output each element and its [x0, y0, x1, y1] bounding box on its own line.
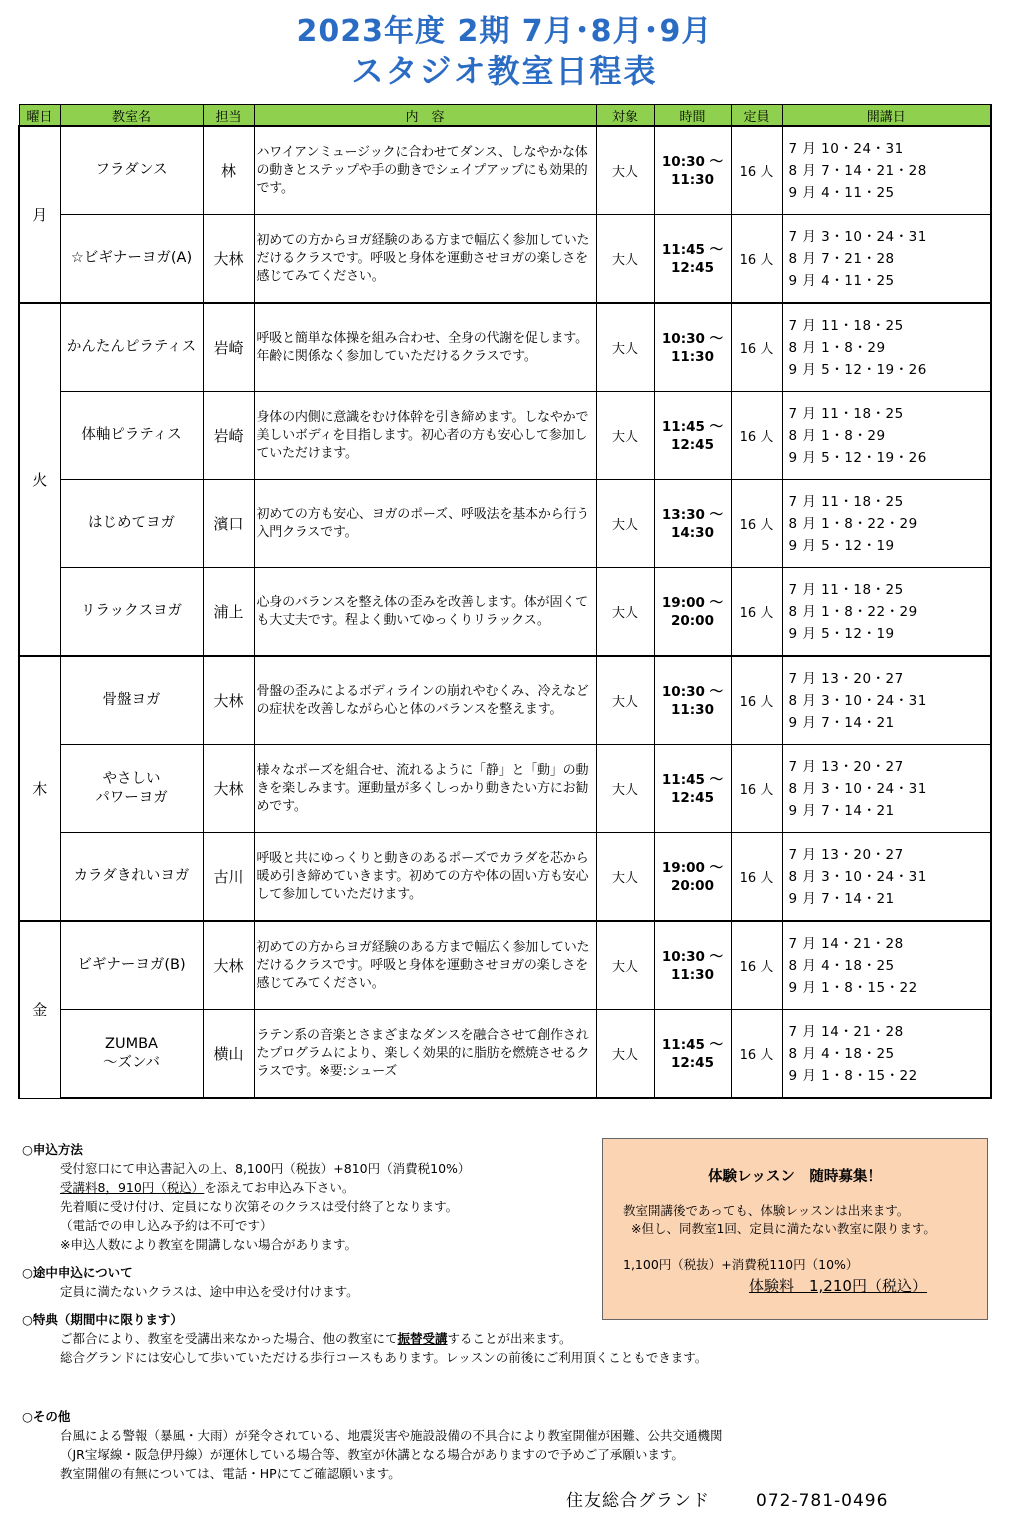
dates-cell [782, 656, 991, 745]
class-name-cell: ビギナーヨガ(B) [60, 921, 203, 1010]
target-cell: 大人 [596, 656, 654, 745]
benefit-section [22, 1310, 708, 1367]
teacher-cell: 大林 [203, 745, 254, 833]
teacher-cell: 林 [203, 126, 254, 215]
teacher-cell: 岩崎 [203, 303, 254, 392]
capacity-cell: 16 人 [731, 1010, 782, 1099]
date-line: 8 月 1・8・22・29 [788, 515, 918, 532]
time-cell: 11:45 ～ 12:45 [654, 745, 731, 833]
date-line: 7 月 11・18・25 [788, 405, 904, 422]
header-teacher: 担当 [203, 105, 254, 127]
table-row [19, 392, 991, 480]
table-row [19, 833, 991, 922]
table-row [19, 568, 991, 657]
benefit-title: ○特典（期間中に限ります） [22, 1312, 183, 1327]
date-line: 9 月 7・14・21 [788, 802, 895, 819]
content-cell: 初めての方からヨガ経験のある方まで幅広く参加していただけるクラスです。呼吸と身体を運動させヨガの楽しさを感じてみてください。 [254, 215, 596, 304]
date-line: 9 月 1・8・15・22 [788, 1067, 918, 1084]
dates-cell [782, 921, 991, 1010]
apply-line-2-rest: を添えてお申込み下さい。 [204, 1180, 355, 1195]
content-cell: 様々なポーズを組合せ、流れるように「静」と「動」の動きを楽しみます。運動量が多くしっかり動きたい方にお勧めです。 [254, 745, 596, 833]
capacity-cell: 16 人 [731, 568, 782, 657]
content-cell: 呼吸と簡単な体操を組み合わせ、全身の代謝を促します。年齢に関係なく参加していただけるクラスです。 [254, 303, 596, 392]
trial-lesson-title: 体験レッスン 随時募集！ [708, 1169, 882, 1185]
date-line: 9 月 5・12・19 [788, 537, 895, 554]
table-row [19, 303, 991, 392]
date-line: 9 月 7・14・21 [788, 714, 895, 731]
table-row [19, 126, 991, 215]
other-line-2: （JR宝塚線・阪急伊丹線）が運休している場合等、教室が休講となる場合がありますので予めご了承願います。 [60, 1447, 684, 1462]
time-cell: 10:30 ～ 11:30 [654, 656, 731, 745]
page-title-line2: スタジオ教室日程表 [351, 52, 658, 90]
dates-cell [782, 1010, 991, 1099]
content-cell: 心身のバランスを整え体の歪みを改善します。体が固くても大丈夫です。程よく動いてゆっくりリラックス。 [254, 568, 596, 657]
transfer-lesson: 振替受講 [397, 1331, 448, 1346]
time-cell: 11:45 ～ 12:45 [654, 215, 731, 304]
header-target: 対象 [596, 105, 654, 127]
class-name-cell: はじめてヨガ [60, 480, 203, 568]
benefit-line-1 [22, 1329, 592, 1348]
teacher-cell: 岩崎 [203, 392, 254, 480]
class-name-cell: 体軸ピラティス [60, 392, 203, 480]
apply-line-4: （電話での申し込み予約は不可です） [60, 1218, 273, 1233]
date-line: 8 月 1・8・29 [788, 427, 886, 444]
capacity-cell: 16 人 [731, 480, 782, 568]
teacher-cell: 濱口 [203, 480, 254, 568]
date-line: 7 月 3・10・24・31 [788, 228, 927, 245]
class-name-cell: フラダンス [60, 126, 203, 215]
target-cell: 大人 [596, 745, 654, 833]
header-time: 時間 [654, 105, 731, 127]
phone-number: 072-781-0496 [756, 1491, 889, 1511]
date-line: 9 月 7・14・21 [788, 890, 895, 907]
date-line: 8 月 1・8・29 [788, 339, 886, 356]
apply-line-5: ※申込人数により教室を開講しない場合があります。 [60, 1237, 357, 1252]
venue-name: 住友総合グランド [566, 1491, 710, 1511]
footer [566, 1486, 888, 1511]
table-row [19, 215, 991, 304]
date-line: 7 月 10・24・31 [788, 140, 904, 157]
teacher-cell: 大林 [203, 656, 254, 745]
capacity-cell: 16 人 [731, 303, 782, 392]
trial-lesson-box [602, 1138, 988, 1320]
date-line: 7 月 14・21・28 [788, 1023, 904, 1040]
apply-method-title: ○申込方法 [22, 1142, 83, 1157]
teacher-cell: 大林 [203, 215, 254, 304]
time-cell: 10:30 ～ 11:30 [654, 126, 731, 215]
content-cell: 骨盤の歪みによるボディラインの崩れやむくみ、冷えなどの症状を改善しながら心と体のバランスを整えます。 [254, 656, 596, 745]
teacher-cell: 大林 [203, 921, 254, 1010]
trial-line-1: 教室開講後であっても、体験レッスンは出来ます。 [623, 1203, 910, 1218]
schedule-table [18, 104, 992, 1099]
time-cell: 10:30 ～ 11:30 [654, 303, 731, 392]
date-line: 8 月 7・14・21・28 [788, 162, 927, 179]
time-cell: 11:45 ～ 12:45 [654, 392, 731, 480]
other-section [22, 1407, 982, 1483]
date-line: 9 月 5・12・19・26 [788, 361, 927, 378]
header-class-name: 教室名 [60, 105, 203, 127]
target-cell: 大人 [596, 480, 654, 568]
teacher-cell: 横山 [203, 1010, 254, 1099]
dates-cell [782, 215, 991, 304]
target-cell: 大人 [596, 303, 654, 392]
table-header-row [19, 105, 991, 127]
content-cell: 身体の内側に意識をむけ体幹を引き締めます。しなやかで美しいボディを目指します。初心者の方も安心して参加していただけます。 [254, 392, 596, 480]
content-cell: ハワイアンミュージックに合わせてダンス、しなやかな体の動きとステップや手の動きでシェイプアップにも効果的です。 [254, 126, 596, 215]
other-line-1: 台風による警報（暴風・大雨）が発令されている、地震災害や施設設備の不具合により教室開催が困難、公共交通機関 [60, 1428, 723, 1443]
header-content: 内 容 [254, 105, 596, 127]
target-cell: 大人 [596, 215, 654, 304]
other-title: ○その他 [22, 1409, 71, 1424]
table-row [19, 745, 991, 833]
time-cell: 13:30 ～ 14:30 [654, 480, 731, 568]
date-line: 8 月 7・21・28 [788, 250, 895, 267]
class-name-cell: ☆ビギナーヨガ(A) [60, 215, 203, 304]
dates-cell [782, 126, 991, 215]
midway-title: ○途中申込について [22, 1265, 133, 1280]
table-row [19, 480, 991, 568]
apply-line-3: 先着順に受け付け、定員になり次第そのクラスは受付終了となります。 [60, 1199, 459, 1214]
dates-cell [782, 745, 991, 833]
header-day: 曜日 [19, 105, 60, 127]
class-name-cell: 骨盤ヨガ [60, 656, 203, 745]
target-cell: 大人 [596, 126, 654, 215]
date-line: 8 月 3・10・24・31 [788, 692, 927, 709]
date-line: 7 月 13・20・27 [788, 846, 904, 863]
dates-cell [782, 568, 991, 657]
day-cell: 月 [19, 126, 60, 303]
other-line-3: 教室開催の有無については、電話・HPにてご確認願います。 [60, 1466, 401, 1481]
dates-cell [782, 303, 991, 392]
time-cell: 19:00 ～ 20:00 [654, 568, 731, 657]
dates-cell [782, 480, 991, 568]
teacher-cell: 古川 [203, 833, 254, 922]
target-cell: 大人 [596, 568, 654, 657]
benefit-line-1a: ご都合により、教室を受講出来なかった場合、他の教室にて [60, 1331, 398, 1346]
date-line: 8 月 3・10・24・31 [788, 868, 927, 885]
teacher-cell: 浦上 [203, 568, 254, 657]
content-cell: 呼吸と共にゆっくりと動きのあるポーズでカラダを芯から暖め引き締めていきます。初めての方や体の固い方も安心して参加していただけます。 [254, 833, 596, 922]
date-line: 8 月 4・18・25 [788, 957, 895, 974]
date-line: 8 月 3・10・24・31 [788, 780, 927, 797]
dates-cell [782, 392, 991, 480]
capacity-cell: 16 人 [731, 921, 782, 1010]
header-capacity: 定員 [731, 105, 782, 127]
table-row [19, 921, 991, 1010]
apply-line-2 [22, 1178, 592, 1197]
time-cell: 10:30 ～ 11:30 [654, 921, 731, 1010]
day-cell: 火 [19, 303, 60, 656]
date-line: 9 月 5・12・19・26 [788, 449, 927, 466]
target-cell: 大人 [596, 833, 654, 922]
midway-section [22, 1263, 592, 1301]
class-name-cell: ZUMBA ～ズンバ [60, 1010, 203, 1099]
date-line: 8 月 1・8・22・29 [788, 603, 918, 620]
trial-line-2: ※但し、同教室1回、定員に満たない教室に限ります。 [631, 1221, 936, 1236]
capacity-cell: 16 人 [731, 833, 782, 922]
date-line: 7 月 11・18・25 [788, 493, 904, 510]
date-line: 9 月 4・11・25 [788, 272, 895, 289]
class-name-cell: かんたんピラティス [60, 303, 203, 392]
date-line: 9 月 1・8・15・22 [788, 979, 918, 996]
benefit-line-1c: することが出来ます。 [447, 1331, 572, 1346]
benefit-line-2: 総合グランドには安心して歩いていただける歩行コースもあります。レッスンの前後にご利用頂くこともできます。 [60, 1350, 708, 1365]
day-cell: 木 [19, 656, 60, 921]
target-cell: 大人 [596, 392, 654, 480]
page-title-line1: 2023年度 2期 7月･8月･9月 [296, 14, 713, 49]
capacity-cell: 16 人 [731, 745, 782, 833]
midway-line-1: 定員に満たないクラスは、途中申込を受け付けます。 [60, 1284, 359, 1299]
class-name-cell: リラックスヨガ [60, 568, 203, 657]
class-name-cell: カラダきれいヨガ [60, 833, 203, 922]
content-cell: 初めての方からヨガ経験のある方まで幅広く参加していただけるクラスです。呼吸と身体を運動させヨガの楽しさを感じてみてください。 [254, 921, 596, 1010]
class-name-cell: やさしい パワーヨガ [60, 745, 203, 833]
capacity-cell: 16 人 [731, 126, 782, 215]
time-cell: 11:45 ～ 12:45 [654, 1010, 731, 1099]
date-line: 7 月 14・21・28 [788, 935, 904, 952]
date-line: 9 月 4・11・25 [788, 184, 895, 201]
apply-line-1: 受付窓口にて申込書記入の上、8,100円（税抜）+810円（消費税10%） [60, 1161, 471, 1176]
day-cell: 金 [19, 921, 60, 1098]
date-line: 7 月 11・18・25 [788, 317, 904, 334]
header-dates: 開講日 [782, 105, 991, 127]
date-line: 7 月 11・18・25 [788, 581, 904, 598]
capacity-cell: 16 人 [731, 392, 782, 480]
dates-cell [782, 833, 991, 922]
apply-method-section [22, 1140, 592, 1254]
capacity-cell: 16 人 [731, 215, 782, 304]
date-line: 7 月 13・20・27 [788, 670, 904, 687]
content-cell: 初めての方も安心、ヨガのポーズ、呼吸法を基本から行う入門クラスです。 [254, 480, 596, 568]
target-cell: 大人 [596, 1010, 654, 1099]
content-cell: ラテン系の音楽とさまざまなダンスを融合させて創作されたプログラムにより、楽しく効果的に脂肪を燃焼させるクラスです。※要:シューズ [254, 1010, 596, 1099]
trial-fee: 体験料 1,210円（税込） [749, 1277, 927, 1295]
time-cell: 19:00 ～ 20:00 [654, 833, 731, 922]
date-line: 7 月 13・20・27 [788, 758, 904, 775]
capacity-cell: 16 人 [731, 656, 782, 745]
date-line: 9 月 5・12・19 [788, 625, 895, 642]
notes-section [22, 1140, 708, 1376]
trial-price-breakdown: 1,100円（税抜）+消費税110円（10%） [623, 1257, 859, 1272]
table-row [19, 1010, 991, 1099]
target-cell: 大人 [596, 921, 654, 1010]
apply-fee: 受講料8，910円（税込） [60, 1180, 205, 1195]
date-line: 8 月 4・18・25 [788, 1045, 895, 1062]
table-row [19, 656, 991, 745]
